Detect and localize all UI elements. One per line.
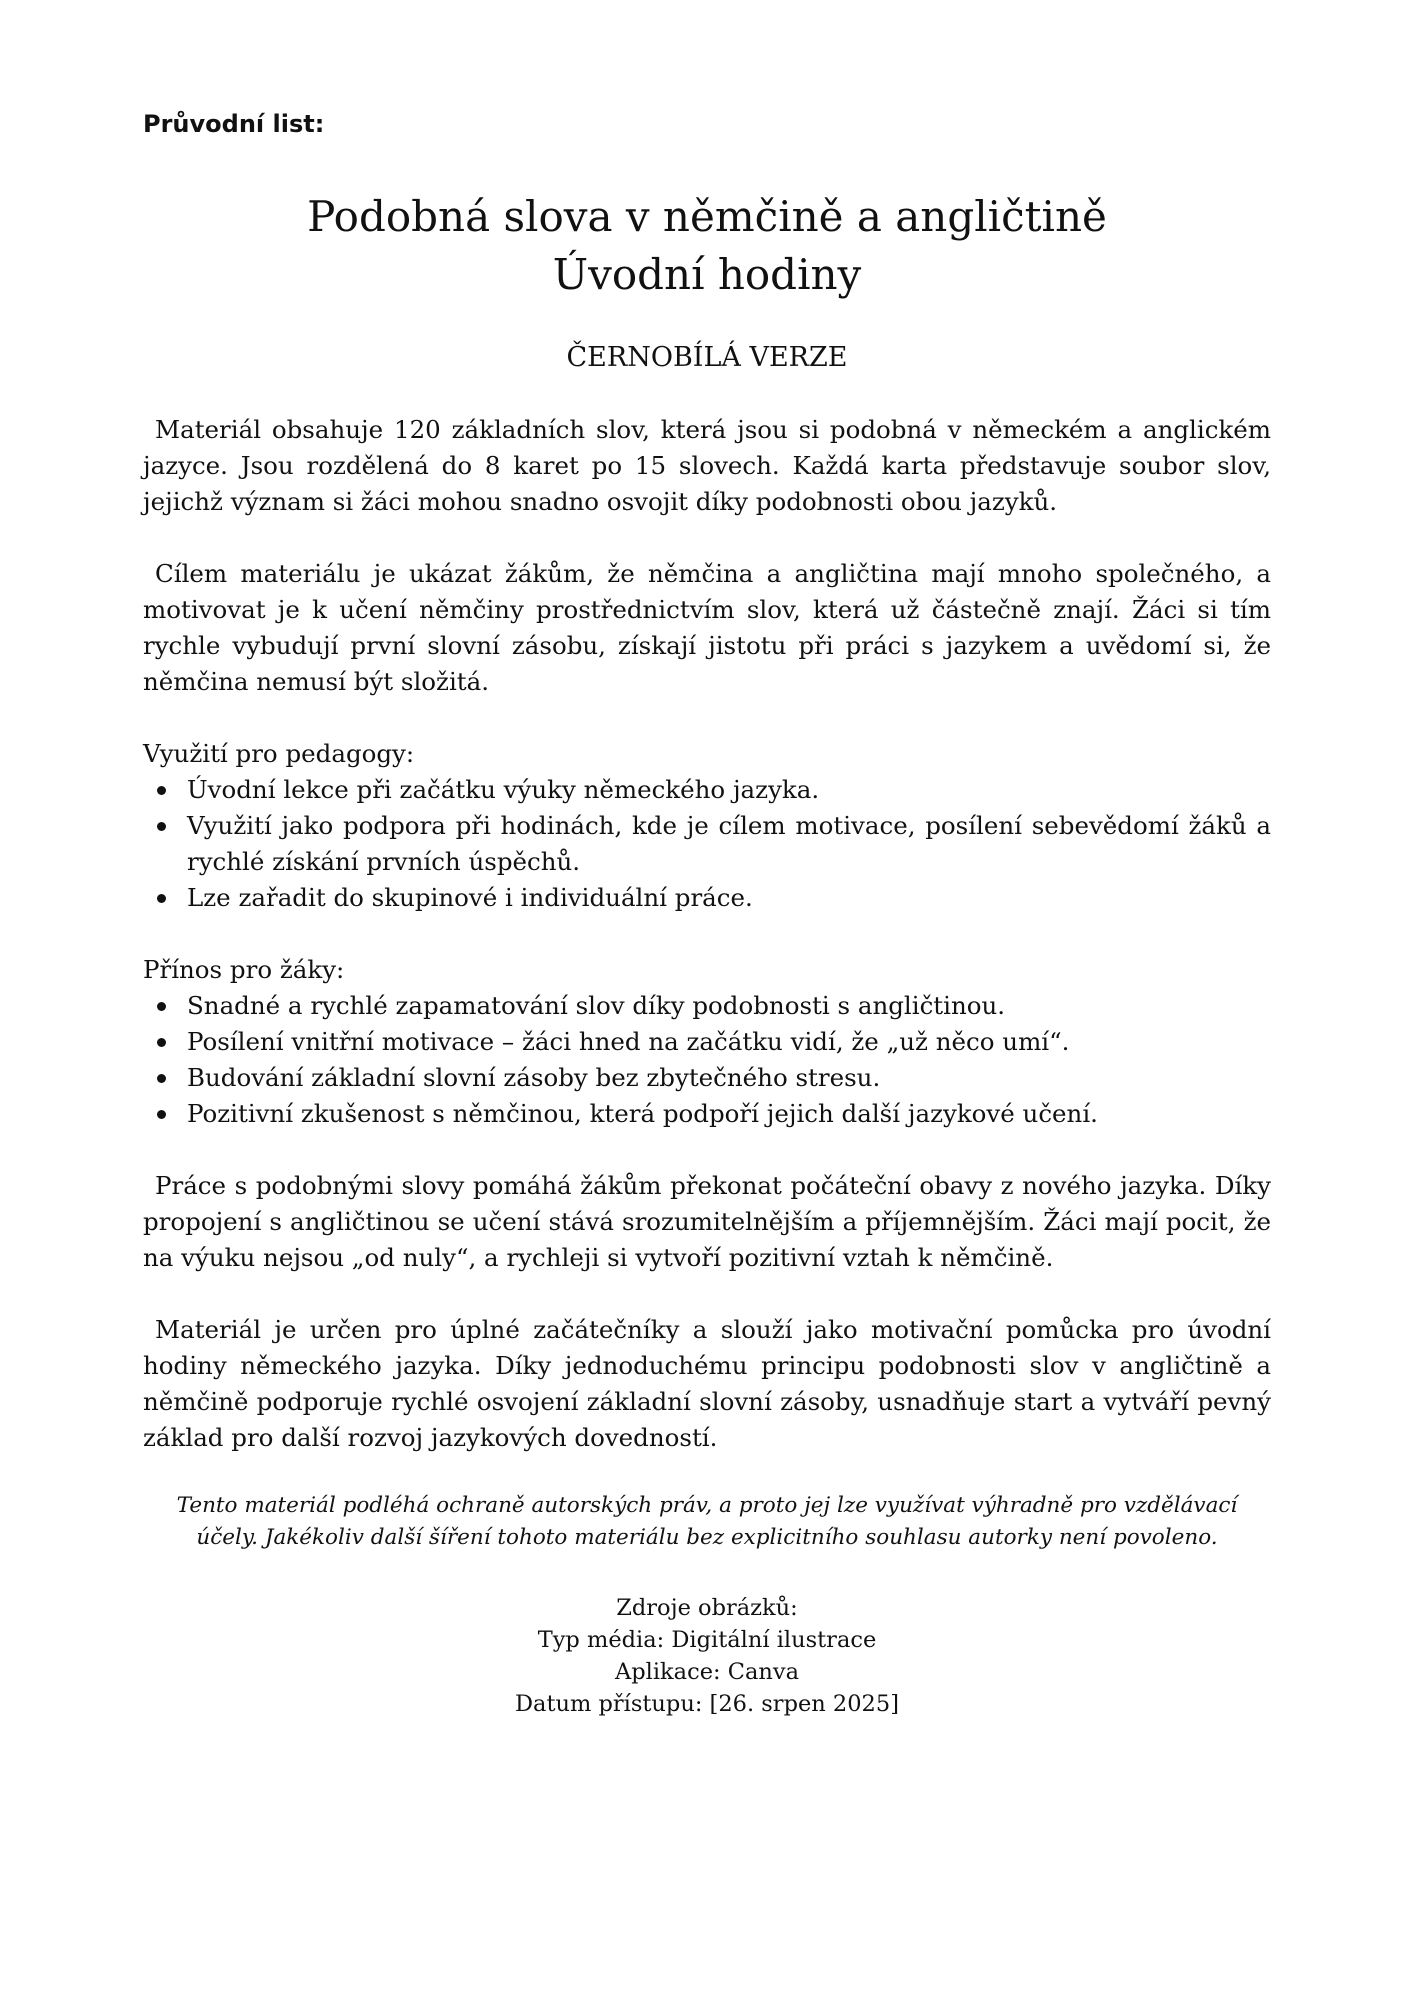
- list-item: [187, 772, 1271, 808]
- bullet-icon: [157, 1110, 166, 1119]
- sources-application: Aplikace: Canva: [615, 1659, 799, 1685]
- students-heading: Přínos pro žáky:: [143, 955, 345, 984]
- bullet-icon: [157, 822, 166, 831]
- list-item: [187, 1060, 1271, 1096]
- teachers-list: [143, 772, 1271, 916]
- list-item: [187, 988, 1271, 1024]
- list-item-text: Úvodní lekce při začátku výuky německého jazyka.: [187, 775, 820, 804]
- list-item-text: Pozitivní zkušenost s němčinou, která podpoří jejich další jazykové učení.: [187, 1099, 1098, 1128]
- bullet-icon: [157, 1038, 166, 1047]
- title-line-1: Podobná slova v němčině a angličtině: [307, 192, 1107, 241]
- bullet-icon: [157, 1002, 166, 1011]
- main-content: [143, 412, 1271, 1492]
- goal-paragraph: Cílem materiálu je ukázat žákům, že němčina a angličtina mají mnoho společného, a motivovat je k učení němčiny prostřednictvím slov, která už částečně znají. Žáci si tím rychle vybudují první slovní zásobu, získají jistotu při práci s jazykem a uvědomí si, že němčina nemusí být složitá.: [143, 559, 1271, 696]
- list-item-text: Budování základní slovní zásoby bez zbytečného stresu.: [187, 1063, 881, 1092]
- sources-media-type: Typ média: Digitální ilustrace: [537, 1627, 877, 1653]
- intro-paragraph: Materiál obsahuje 120 základních slov, která jsou si podobná v německém a anglickém jazyce. Jsou rozdělená do 8 karet po 15 slovech. Každá karta představuje soubor slov, jejichž význam si žáci mohou snadno osvojit díky podobnosti obou jazyků.: [143, 415, 1271, 516]
- image-sources: [143, 1592, 1271, 1720]
- list-item: [187, 1024, 1271, 1060]
- version-label: ČERNOBÍLÁ VERZE: [566, 342, 848, 373]
- list-item-text: Lze zařadit do skupinové i individuální práce.: [187, 883, 753, 912]
- bullet-icon: [157, 894, 166, 903]
- sources-access-date: Datum přístupu: [26. srpen 2025]: [515, 1691, 899, 1717]
- summary-paragraph: Materiál je určen pro úplné začátečníky a slouží jako motivační pomůcka pro úvodní hodiny německého jazyka. Díky jednoduchému principu podobnosti slov v angličtině a němčině podporuje rychlé osvojení základní slovní zásoby, usnadňuje start a vytváří pevný základ pro další rozvoj jazykových dovedností.: [143, 1315, 1271, 1452]
- bullet-icon: [157, 1074, 166, 1083]
- copyright-notice: Tento materiál podléhá ochraně autorských práv, a proto jej lze využívat výhradně pro vzdělávací účely. Jakékoliv další šíření tohoto materiálu bez explicitního souhlasu autorky není povoleno.: [176, 1493, 1238, 1550]
- bullet-icon: [157, 786, 166, 795]
- students-list: [143, 988, 1271, 1132]
- list-item-text: Využití jako podpora při hodinách, kde je cílem motivace, posílení sebevědomí žáků a rychlé získání prvních úspěchů.: [187, 811, 1271, 876]
- list-item-text: Snadné a rychlé zapamatování slov díky podobnosti s angličtinou.: [187, 991, 1006, 1020]
- document-title: [143, 188, 1271, 304]
- list-item: [187, 1096, 1271, 1132]
- list-item: [187, 808, 1271, 880]
- title-line-2: Úvodní hodiny: [552, 250, 862, 299]
- list-item-text: Posílení vnitřní motivace – žáci hned na začátku vidí, že „už něco umí“.: [187, 1027, 1070, 1056]
- benefit-paragraph: Práce s podobnými slovy pomáhá žákům překonat počáteční obavy z nového jazyka. Díky propojení s angličtinou se učení stává srozumitelnějším a příjemnějším. Žáci mají pocit, že na výuku nejsou „od nuly“, a rychleji si vytvoří pozitivní vztah k němčině.: [143, 1171, 1271, 1272]
- header-label: Průvodní list:: [143, 110, 325, 138]
- sources-heading: Zdroje obrázků:: [616, 1595, 798, 1621]
- teachers-heading: Využití pro pedagogy:: [143, 739, 415, 768]
- list-item: [187, 880, 1271, 916]
